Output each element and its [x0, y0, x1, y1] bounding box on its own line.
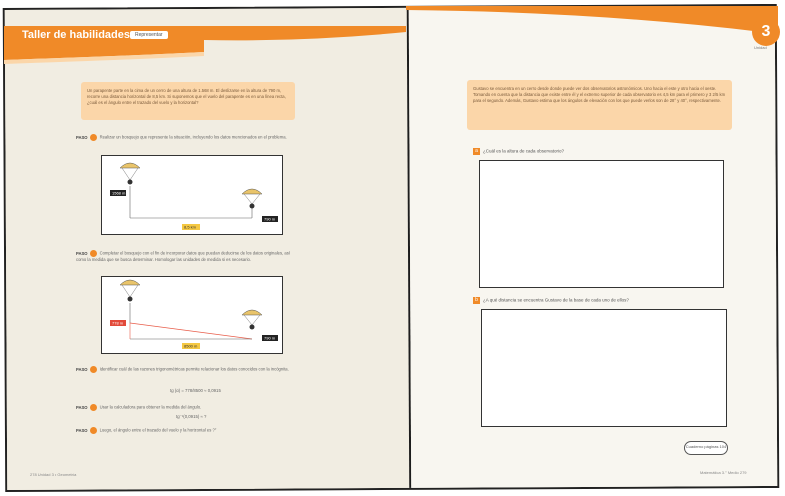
problem-statement: Un parapente parte en la cima de un cerro de una altura de 1.568 m. El deslizarse en la altura de 790 m, recorre una distancia horizontal de 8,5 km. Si suponemos que el vuelo del parapente es en una línea recta, ¿cuál es el ángulo entre el trazado del vuelo y la horizontal?	[81, 82, 295, 120]
step-tag: PASO	[76, 427, 88, 433]
question-text: ¿A qué distancia se encuentra Gustavo de la base de cada uno de ellos?	[483, 297, 629, 303]
svg-text:1568 m: 1568 m	[112, 190, 126, 196]
step-5	[76, 427, 296, 434]
step-text: Luego, el ángulo entre el trazado del vuelo y la horizontal es ?°	[99, 427, 217, 433]
step-tag: PASO	[76, 134, 88, 140]
question-number: a	[473, 148, 480, 155]
inverse-tangent-formula: tg⁻¹(0,0915) ≈ ?	[176, 414, 207, 419]
step-2	[76, 250, 296, 263]
paraglider-icon	[120, 280, 140, 285]
step-4	[76, 404, 296, 411]
step-number-dot	[90, 366, 97, 373]
skills-workshop-title: Taller de habilidades	[22, 29, 130, 41]
tangent-formula: tg (α) = 778/8500 ≈ 0,0915	[170, 388, 221, 393]
step-number-dot	[90, 134, 97, 141]
unit-label: Unidad	[754, 45, 767, 50]
left-page	[5, 8, 410, 490]
skill-tag: Representar	[130, 31, 168, 39]
right-banner	[406, 6, 778, 46]
unit-marker	[752, 18, 782, 52]
answer-box-b[interactable]	[481, 309, 727, 427]
notebook-link[interactable]: Cuaderno páginas 104	[684, 441, 728, 455]
step-tag: PASO	[76, 250, 88, 256]
step-tag: PASO	[76, 366, 88, 372]
right-problem-statement: Gustavo se encuentra en un cerro desde donde puede ver dos observatorios astronómicos. Uno hacia el este y otro hacia el oeste. Tomando en cuenta que la distancia que existe entre él y el extremo superior de cada observatorio es 4,5 km para el primero y 3 2/5 km para el segundo. Además, Gustavo estima que los ángulos de elevación con los que puede verlos son de 28° y 40°, respectivamente.	[467, 80, 732, 130]
paraglider-icon	[242, 310, 262, 315]
left-page-footer: 278 Unidad 3 • Geometría	[30, 472, 77, 477]
step-tag: PASO	[76, 404, 88, 410]
sketch-figure-1	[101, 155, 283, 235]
step-number-dot	[90, 404, 97, 411]
step-text: Usar la calculadora para obtener la medida del ángulo.	[99, 404, 202, 410]
step-1	[76, 134, 296, 141]
question-number: b	[473, 297, 480, 304]
svg-text:790 m: 790 m	[264, 335, 276, 341]
step-3	[76, 366, 296, 373]
svg-text:778 m: 778 m	[112, 320, 124, 326]
question-a	[473, 148, 564, 155]
step-text: Realizar un bosquejo que represente la situación, incluyendo los datos mencionados en el problema.	[99, 134, 287, 140]
step-number-dot	[90, 427, 97, 434]
paraglider-icon	[120, 163, 140, 168]
right-page-footer: Matemática 3.° Medio 279	[700, 470, 747, 475]
question-text: ¿Cuál es la altura de cada observatorio?	[483, 148, 565, 154]
svg-text:8500 m: 8500 m	[184, 343, 198, 349]
sketch-figure-2	[101, 276, 283, 354]
svg-text:790 m: 790 m	[264, 216, 276, 222]
unit-number: 3	[752, 18, 780, 46]
paraglider-icon	[242, 189, 262, 194]
svg-text:8,5 km: 8,5 km	[184, 224, 197, 230]
question-b	[473, 297, 629, 304]
step-text: Completar el bosquejo con el fin de incorporar datos que puedan deducirse de los datos originales, así como la medida que se busca determinar. Homologar las unidades de medida si es necesario.	[76, 250, 290, 262]
step-number-dot	[90, 250, 97, 257]
step-text: Identificar cuál de las razones trigonométricas permite relacionar los datos conocidos con la incógnita.	[99, 366, 289, 372]
answer-box-a[interactable]	[479, 160, 724, 288]
